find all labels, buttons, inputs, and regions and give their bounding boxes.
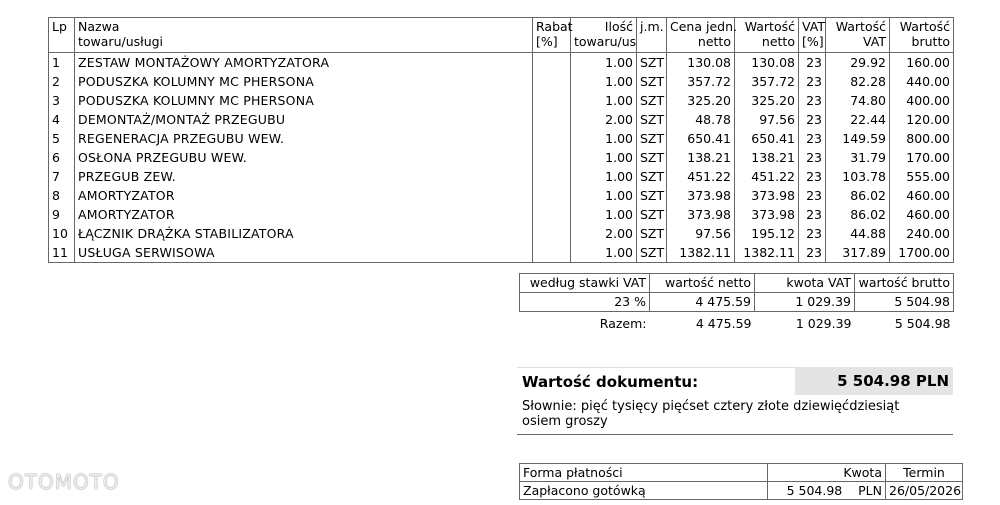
item-gross-value: 1700.00 [890,243,954,263]
item-lp: 1 [49,53,75,73]
item-vat-value: 44.88 [826,224,890,243]
header-unit-price: Cena jedn. netto [667,18,735,53]
item-quantity: 2.00 [571,224,637,243]
item-name: AMORTYZATOR [75,186,533,205]
item-discount [533,129,571,148]
item-quantity: 1.00 [571,205,637,224]
item-unit: SZT [637,91,667,110]
watermark-logo: OTOMOTO [8,470,120,494]
table-row [49,148,954,167]
item-vat-value: 29.92 [826,53,890,73]
item-discount [533,148,571,167]
item-gross-value: 170.00 [890,148,954,167]
item-name: ŁĄCZNIK DRĄŻKA STABILIZATORA [75,224,533,243]
item-discount [533,224,571,243]
item-lp: 9 [49,205,75,224]
item-name: DEMONTAŻ/MONTAŻ PRZEGUBU [75,110,533,129]
item-unit: SZT [637,243,667,263]
item-gross-value: 400.00 [890,91,954,110]
item-name: PODUSZKA KOLUMNY MC PHERSONA [75,91,533,110]
item-name: OSŁONA PRZEGUBU WEW. [75,148,533,167]
item-unit-price: 138.21 [667,148,735,167]
header-name: Nazwa towaru/usługi [75,18,533,53]
vat-total-vat: 1 029.39 [795,316,852,331]
item-unit: SZT [637,129,667,148]
table-row [49,53,954,73]
item-quantity: 1.00 [571,186,637,205]
item-vat-value: 22.44 [826,110,890,129]
item-quantity: 1.00 [571,129,637,148]
item-name: REGENERACJA PRZEGUBU WEW. [75,129,533,148]
item-net-value: 1382.11 [735,243,799,263]
item-name: USŁUGA SERWISOWA [75,243,533,263]
item-net-value: 130.08 [735,53,799,73]
item-quantity: 1.00 [571,72,637,91]
item-vat-rate: 23 [799,205,826,224]
payment-row [520,482,963,500]
item-lp: 2 [49,72,75,91]
item-vat-value: 317.89 [826,243,890,263]
vat-rate-header: według stawki VAT [520,274,650,293]
item-discount [533,205,571,224]
item-name: PODUSZKA KOLUMNY MC PHERSONA [75,72,533,91]
item-name: ZESTAW MONTAŻOWY AMORTYZATORA [75,53,533,73]
item-vat-value: 31.79 [826,148,890,167]
item-net-value: 325.20 [735,91,799,110]
item-vat-rate: 23 [799,72,826,91]
item-vat-rate: 23 [799,110,826,129]
item-lp: 8 [49,186,75,205]
item-discount [533,72,571,91]
item-lp: 6 [49,148,75,167]
item-vat-rate: 23 [799,148,826,167]
payment-header [520,464,963,482]
divider [517,434,953,435]
payment-term: 26/05/2026 [886,482,963,500]
item-unit-price: 451.22 [667,167,735,186]
item-unit-price: 650.41 [667,129,735,148]
item-lp: 11 [49,243,75,263]
header-vat-rate: VAT [%] [799,18,826,53]
item-gross-value: 555.00 [890,167,954,186]
item-net-value: 451.22 [735,167,799,186]
item-name: PRZEGUB ZEW. [75,167,533,186]
item-vat-value: 149.59 [826,129,890,148]
header-vat-value: Wartość VAT [826,18,890,53]
item-unit-price: 325.20 [667,91,735,110]
item-unit-price: 1382.11 [667,243,735,263]
invoice-items-table [48,17,954,263]
item-vat-rate: 23 [799,224,826,243]
table-row [49,129,954,148]
item-unit-price: 373.98 [667,205,735,224]
item-vat-rate: 23 [799,91,826,110]
item-lp: 3 [49,91,75,110]
vat-summary-table [519,273,954,333]
item-net-value: 373.98 [735,186,799,205]
document-value-amount: 5 504.98 PLN [795,367,953,395]
item-discount [533,186,571,205]
vat-rate-row [520,293,954,312]
amount-in-words-line2: osiem groszy [522,414,608,429]
document-value-label: Wartość dokumentu: [517,367,800,396]
item-vat-value: 86.02 [826,205,890,224]
document-value [517,367,953,395]
table-row [49,205,954,224]
item-unit-price: 48.78 [667,110,735,129]
table-row [49,186,954,205]
item-discount [533,91,571,110]
header-quantity: Ilość towaru/us [571,18,637,53]
item-discount [533,53,571,73]
item-gross-value: 800.00 [890,129,954,148]
item-net-value: 195.12 [735,224,799,243]
item-lp: 5 [49,129,75,148]
vat-rate-net: 4 475.59 [650,293,755,312]
item-quantity: 1.00 [571,167,637,186]
header-unit: j.m. [637,18,667,53]
item-gross-value: 120.00 [890,110,954,129]
item-vat-rate: 23 [799,167,826,186]
payment-term-header: Termin [886,464,963,482]
vat-gross-header: wartość brutto [855,274,954,293]
item-unit: SZT [637,53,667,73]
item-vat-rate: 23 [799,186,826,205]
item-net-value: 97.56 [735,110,799,129]
item-vat-value: 86.02 [826,186,890,205]
item-unit-price: 357.72 [667,72,735,91]
item-unit: SZT [637,72,667,91]
item-lp: 7 [49,167,75,186]
item-vat-rate: 23 [799,53,826,73]
item-unit: SZT [637,186,667,205]
item-unit: SZT [637,224,667,243]
item-gross-value: 160.00 [890,53,954,73]
item-vat-value: 103.78 [826,167,890,186]
item-quantity: 1.00 [571,243,637,263]
item-quantity: 2.00 [571,110,637,129]
item-unit-price: 97.56 [667,224,735,243]
item-unit: SZT [637,205,667,224]
item-gross-value: 460.00 [890,186,954,205]
item-unit-price: 130.08 [667,53,735,73]
item-net-value: 357.72 [735,72,799,91]
item-net-value: 138.21 [735,148,799,167]
item-quantity: 1.00 [571,91,637,110]
items-body [49,53,954,263]
item-gross-value: 460.00 [890,205,954,224]
payment-table [519,463,963,500]
item-quantity: 1.00 [571,53,637,73]
table-row [49,72,954,91]
vat-net-header: wartość netto [650,274,755,293]
item-lp: 10 [49,224,75,243]
header-lp: Lp [49,18,75,53]
item-unit: SZT [637,110,667,129]
payment-form: Zapłacono gotówką [520,482,768,500]
table-row [49,110,954,129]
vat-amount-header: kwota VAT [755,274,855,293]
payment-amount: 5 504.98 PLN [768,482,886,500]
item-gross-value: 440.00 [890,72,954,91]
vat-total-row [520,312,954,334]
table-row [49,91,954,110]
item-quantity: 1.00 [571,148,637,167]
vat-total-net: 4 475.59 [695,316,752,331]
amount-in-words [522,399,942,429]
item-vat-rate: 23 [799,243,826,263]
table-row [49,243,954,263]
header-gross-value: Wartość brutto [890,18,954,53]
items-header-row [49,18,954,53]
item-name: AMORTYZATOR [75,205,533,224]
item-discount [533,167,571,186]
table-row [49,167,954,186]
vat-rate: 23 % [520,293,650,312]
item-unit: SZT [637,167,667,186]
payment-amount-header: Kwota [768,464,886,482]
table-row [49,224,954,243]
amount-in-words-line1: Słownie: pięć tysięcy pięćset cztery złote dziewięćdziesiąt [522,399,900,414]
item-gross-value: 240.00 [890,224,954,243]
vat-total-label: Razem: [599,316,647,331]
item-vat-value: 82.28 [826,72,890,91]
header-discount: Rabat [%] [533,18,571,53]
item-vat-rate: 23 [799,129,826,148]
vat-summary-header [520,274,954,293]
item-discount [533,243,571,263]
item-net-value: 373.98 [735,205,799,224]
item-unit-price: 373.98 [667,186,735,205]
header-net-value: Wartość netto [735,18,799,53]
item-unit: SZT [637,148,667,167]
vat-rate-vat: 1 029.39 [755,293,855,312]
item-net-value: 650.41 [735,129,799,148]
item-lp: 4 [49,110,75,129]
item-vat-value: 74.80 [826,91,890,110]
vat-total-gross: 5 504.98 [894,316,951,331]
payment-form-header: Forma płatności [520,464,768,482]
item-discount [533,110,571,129]
vat-rate-gross: 5 504.98 [855,293,954,312]
